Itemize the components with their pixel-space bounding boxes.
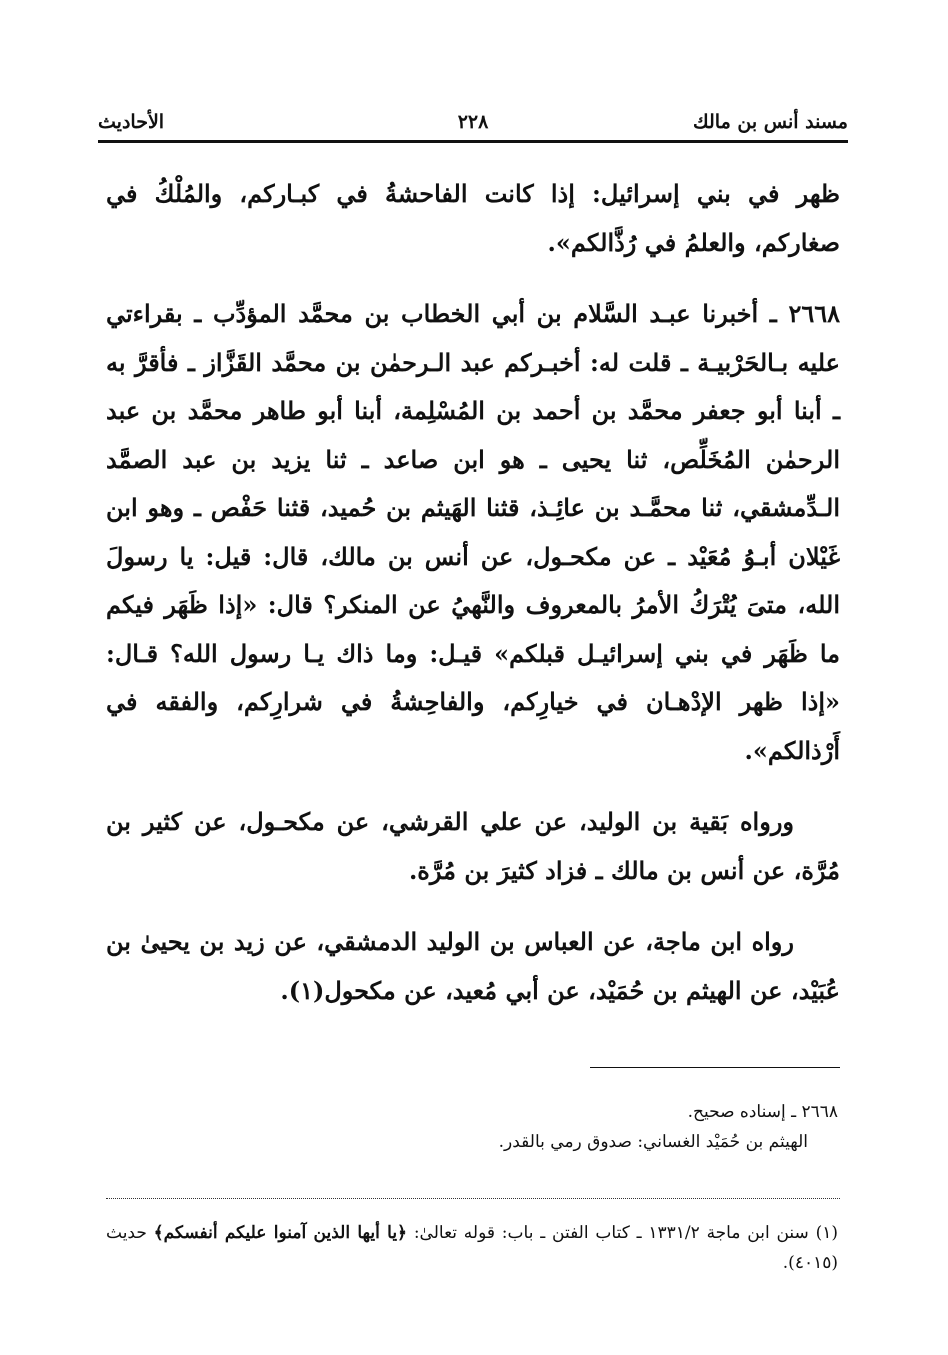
- footnote-isnad-line-2: الهيثم بن حُمَيْد الغساني: صدوق رمي بالقدر.: [498, 1132, 808, 1152]
- footnote-isnad: [106, 1097, 838, 1157]
- section-title: الأحاديث: [98, 111, 165, 133]
- page-header: [98, 108, 848, 140]
- paragraph-continuation: ظهر في بني إسرائيل: إذا كانت الفاحشةُ في كبـاركم، والمُلْكُ في صغاركم، والعلمُ في رُذَّالكم».: [106, 179, 840, 257]
- hadith-2668: ٢٦٦٨ ـ أخبرنا عبـد السَّلام بن أبي الخطاب بن محمَّد المؤدِّب ـ بقراءتي عليه بـالحَرْبيـة ـ قلت له: أخبـركم عبد الـرحمٰن بن محمَّد القَزَّاز ـ فأقرَّ به ـ أبنا أبو جعفر محمَّد بن أحمد بن المُسْلِمة، أبنا أبو طاهر محمَّد بن عبد الرحمٰن المُخَلِّص، ثنا يحيى ـ هو ابن صاعد ـ ثنا يزيد بن عبد الصمَّد الـدِّمشقي، ثنا محمَّـد بن عائِـذ، قثنا الهَيثم بن حُميد، قثنا حَفْص ـ وهو ابن غَيْلان أبـوُ مُعَيْد ـ عن مكحـول، عن أنس بن مالك، قال: قيل: يا رسولَ الله، متىَ يُتْرَكُ الأمرُ بالمعروف والنَّهيُ عن المنكر؟ قال: «إذا ظَهَر فيكم ما ظَهَر في بني إسرائيـل قبلكم» قيـل: وما ذاك يـا رسول الله؟ قـال: «إذا ظهر الإدْهـان في خيارِكم، والفاحِشةُ في شرارِكم، والفقه في أَرْذالكم».: [106, 299, 840, 765]
- footnote-divider: [590, 1067, 840, 1068]
- running-title: مسند أنس بن مالك: [693, 111, 848, 133]
- footnote-dotted-divider: [106, 1198, 840, 1199]
- header-rule: [98, 140, 848, 143]
- footnote-1-suffix: حديث (٤٠١٥).: [106, 1223, 838, 1273]
- footnote-1-quran: ﴿يا أيها الذين آمنوا عليكم أنفسكم﴾: [153, 1223, 408, 1243]
- paragraph-ibn-majah: رواه ابن ماجة، عن العباس بن الوليد الدمشقي، عن زيد بن يحيىٰ بن عُبَيْد، عن الهيثم بن حُمَيْد، عن أبي مُعيد، عن مكحول(١).: [106, 927, 840, 1005]
- footnote-1-text: [106, 1218, 838, 1278]
- main-text: [106, 170, 840, 1015]
- paragraph-baqiyya: ورواه بَقية بن الوليد، عن علي القرشي، عن مكحـول، عن كثير بن مُرَّة، عن أنس بن مالك ـ فزاد كثيرَ بن مُرَّة.: [106, 807, 840, 885]
- footnote-1: [106, 1218, 838, 1278]
- page-number: ٢٢٨: [457, 111, 489, 133]
- footnote-1-prefix: (١) سنن ابن ماجة ١٣٣١/٢ ـ كتاب الفتن ـ باب: قوله تعالىٰ:: [407, 1223, 838, 1243]
- footnote-isnad-line-1: ٢٦٦٨ ـ إسناده صحيح.: [687, 1102, 838, 1122]
